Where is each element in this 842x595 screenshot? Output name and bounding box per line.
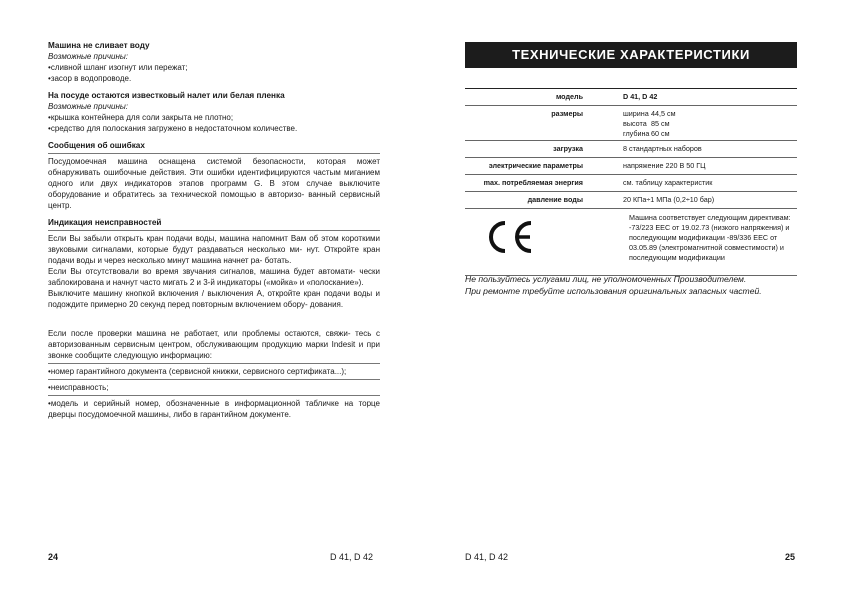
ce-mark-icon bbox=[485, 219, 545, 257]
spec-label: давление воды bbox=[527, 195, 583, 204]
spec-label: max. потребляемая энергия bbox=[483, 178, 583, 187]
possible-causes-label: Возможные причины: bbox=[48, 52, 128, 61]
dim-value: 60 см bbox=[651, 129, 670, 138]
info-item: • номер гарантийного документа (сервисной книжки, сервисного сертификата...); bbox=[48, 366, 380, 377]
info-item: • неисправность; bbox=[48, 382, 380, 393]
possible-causes-label: Возможные причины: bbox=[48, 102, 128, 111]
info-item: • модель и серийный номер, обозначенные в информационной табличке на торце дверцы посудомоечной машины, либо в гарантийном документе. bbox=[48, 398, 380, 420]
spec-table bbox=[465, 88, 797, 276]
dimensions-list bbox=[623, 109, 676, 139]
section-heading-error-messages: Сообщения об ошибках bbox=[48, 141, 145, 150]
cause-item: • средство для полоскания загружено в недостаточном количестве. bbox=[48, 123, 380, 134]
cause-item: • крышка контейнера для соли закрыта не плотно; bbox=[48, 112, 380, 123]
warning-line: При ремонте требуйте использования оригинальных запасных частей. bbox=[465, 286, 762, 296]
section-heading-fault-indication: Индикация неисправностей bbox=[48, 218, 162, 227]
spec-row-sizes bbox=[465, 105, 797, 140]
spec-value: см. таблицу характеристик bbox=[623, 178, 713, 187]
fault-paragraph: Если Вы забыли открыть кран подачи воды, машина напомнит Вам об этом короткими звуковыми сигналами, которые будут раздаваться несколько ми- нут. Откройте кран подачи воды и через несколько минут машина начнет ра- ботать. bbox=[48, 234, 380, 265]
spec-label: электрические параметры bbox=[488, 161, 583, 170]
spec-row-power bbox=[465, 174, 797, 191]
section-heading-no-drain: Машина не сливает воду bbox=[48, 41, 150, 50]
model-footer-left: D 41, D 42 bbox=[330, 552, 374, 562]
dim-value: 85 см bbox=[651, 119, 670, 128]
spec-row-ce bbox=[465, 208, 797, 276]
spec-value: D 41, D 42 bbox=[623, 92, 658, 101]
spec-row-pressure bbox=[465, 191, 797, 208]
spec-value: 20 КПа÷1 МПа (0,2÷10 бар) bbox=[623, 195, 715, 204]
section-heading-limescale: На посуде остаются известковый налет или белая пленка bbox=[48, 91, 285, 100]
warning-text bbox=[465, 273, 805, 297]
dim-value: 44,5 см bbox=[651, 109, 676, 118]
fault-paragraph: Выключите машину кнопкой включения / выключения A, откройте кран подачи воды и подождите примерно 20 секунд перед повторным включением обору- дования. bbox=[48, 289, 380, 309]
page-number-right: 25 bbox=[785, 552, 796, 562]
spec-value: напряжение 220 В 50 ГЦ bbox=[623, 161, 706, 170]
spec-label: загрузка bbox=[553, 144, 583, 153]
spec-value: 8 стандартных наборов bbox=[623, 144, 702, 153]
page-right bbox=[421, 0, 842, 595]
cause-item: • сливной шланг изогнут или пережат; bbox=[48, 62, 380, 73]
cause-item: • засор в водопроводе. bbox=[48, 73, 380, 84]
page-number-left: 24 bbox=[48, 552, 59, 562]
model-footer-right: D 41, D 42 bbox=[465, 552, 509, 562]
divider bbox=[48, 153, 380, 154]
warning-line: Не пользуйтесь услугами лиц, не уполномоченных Производителем. bbox=[465, 274, 747, 284]
dim-label: высота bbox=[623, 119, 647, 128]
spec-row-electric bbox=[465, 157, 797, 174]
spec-row-model bbox=[465, 88, 797, 105]
dim-label: глубина bbox=[623, 129, 650, 138]
divider bbox=[48, 363, 380, 364]
error-messages-text: Посудомоечная машина оснащена системой безопасности, которая может обнаруживать ошибочные действия. Эти ошибки идентифицируются частым миганием одного или двух индикаторов этапов программ G. В этом случае выключите оборудование и обратитесь за технической помощью в авторизо- ванный сервисный центр. bbox=[48, 157, 380, 210]
dim-label: ширина bbox=[623, 109, 649, 118]
service-contact-intro: Если после проверки машина не работает, или проблемы остаются, свяжи- тесь с авторизованным сервисным центром, обслуживающим продукцию марки Indesit и при звонке сообщите следующую информацию: bbox=[48, 329, 380, 360]
spec-label: модель bbox=[555, 92, 583, 101]
page-title: ТЕХНИЧЕСКИЕ ХАРАКТЕРИСТИКИ bbox=[465, 42, 797, 68]
spec-label: размеры bbox=[551, 109, 583, 118]
divider bbox=[48, 395, 380, 396]
divider bbox=[48, 230, 380, 231]
fault-paragraph: Если Вы отсутствовали во время звучания сигналов, машина будет автомати- чески заблокирована и начнут часто мигать 2 и 3-й индикаторы («мойка» и «полоскание»). bbox=[48, 267, 380, 287]
divider bbox=[48, 379, 380, 380]
troubleshooting-column bbox=[48, 40, 380, 420]
spec-row-load bbox=[465, 140, 797, 157]
ce-directives-text: Машина соответствует следующим директивам: -73/223 ЕЕС от 19.02.73 (низкого напряжения) и последующим модификации -89/336 ЕЕС от 03.05.89 (электромагнитной совместимости) и последующим модификации bbox=[629, 213, 791, 262]
